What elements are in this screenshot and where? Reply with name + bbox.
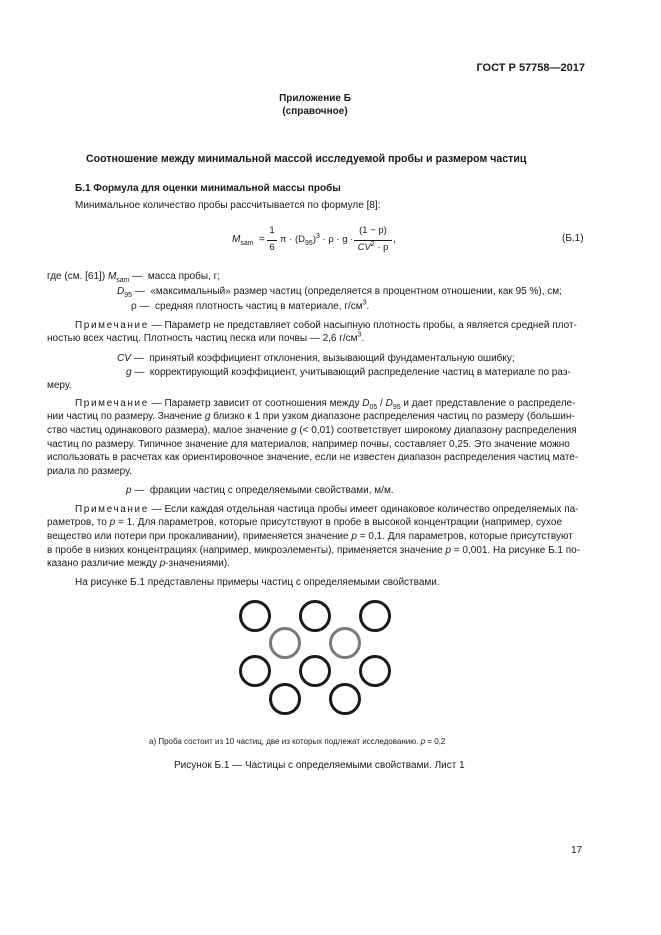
frac2-den-a: CV: [357, 242, 371, 253]
def-p: p — фракции частиц с определяемыми свойствами, м/м.: [126, 485, 394, 496]
particle: [359, 655, 391, 687]
figure-subcaption: а) Проба состоит из 10 частиц, две из которых подлежат исследованию. p = 0,2: [149, 737, 446, 746]
formula-middle: π · (D: [280, 234, 306, 245]
formula-cube: 3: [316, 232, 320, 240]
formula-number: (Б.1): [562, 233, 584, 244]
note1-line2: ностью всех частиц. Плотность частиц песка или почвы — 2,6 $г/см^3$.: [47, 331, 365, 344]
section-heading: Б.1 Формула для оценки минимальной массы пробы: [75, 183, 341, 194]
particle: [239, 600, 271, 632]
particle: [329, 683, 361, 715]
def-g: g — корректирующий коэффициент, учитывающий распределение частиц в материале по раз-: [126, 367, 571, 378]
particle: [299, 655, 331, 687]
particle: [359, 600, 391, 632]
formula-d-sub: 95: [305, 239, 313, 247]
figure-title: Рисунок Б.1 — Частицы с определяемыми свойствами. Лист 1: [174, 760, 465, 771]
particle-selected: [269, 627, 301, 659]
particle-selected: [329, 627, 361, 659]
formula-eq: =: [259, 234, 265, 245]
appendix-title: Приложение Б: [279, 93, 351, 104]
formula-middle2: ): [312, 234, 316, 245]
main-title: Соотношение между минимальной массой исследуемой пробы и размером частиц: [86, 153, 527, 165]
def-g-cont: меру.: [47, 380, 72, 391]
def-d95: $D_{95}$ — «максимальный» размер частиц (определяется в процентном отношении, как 95 %), см;: [117, 286, 562, 299]
frac2-num: (1 − p): [359, 225, 387, 236]
formula-lhs-sub: sam: [240, 240, 254, 247]
figure-intro: На рисунке Б.1 представлены примеры частиц с определяемыми свойствами.: [75, 577, 440, 588]
formula-lhs: M: [232, 234, 241, 245]
appendix-subtitle: (справочное): [282, 106, 348, 117]
formula-trailer: ,: [393, 234, 396, 245]
frac1-den: 6: [269, 242, 275, 253]
particle: [269, 683, 301, 715]
frac2-den-b: · p: [374, 242, 389, 253]
def-msam: где (см. [61]) $M_{sam}$ — масса пробы, г;: [47, 271, 221, 284]
def-cv: CV — принятый коэффициент отклонения, вызывающий фундаментальную ошибку;: [117, 353, 515, 364]
frac1-num: 1: [269, 225, 275, 236]
frac2-den-sup: 2: [370, 240, 375, 248]
particle: [239, 655, 271, 687]
note1-line1: Примечание — Параметр не представляет собой насыпную плотность пробы, а является средней плот-: [75, 320, 577, 331]
formula-middle3: · ρ · g ·: [319, 234, 354, 245]
particle: [299, 600, 331, 632]
standard-number: ГОСТ Р 57758—2017: [476, 62, 585, 74]
section-intro: Минимальное количество пробы рассчитывается по формуле [8]:: [75, 200, 381, 211]
page-number: 17: [571, 845, 583, 856]
def-rho: ρ — средняя плотность частиц в материале, $г/см^3$.: [131, 299, 370, 312]
